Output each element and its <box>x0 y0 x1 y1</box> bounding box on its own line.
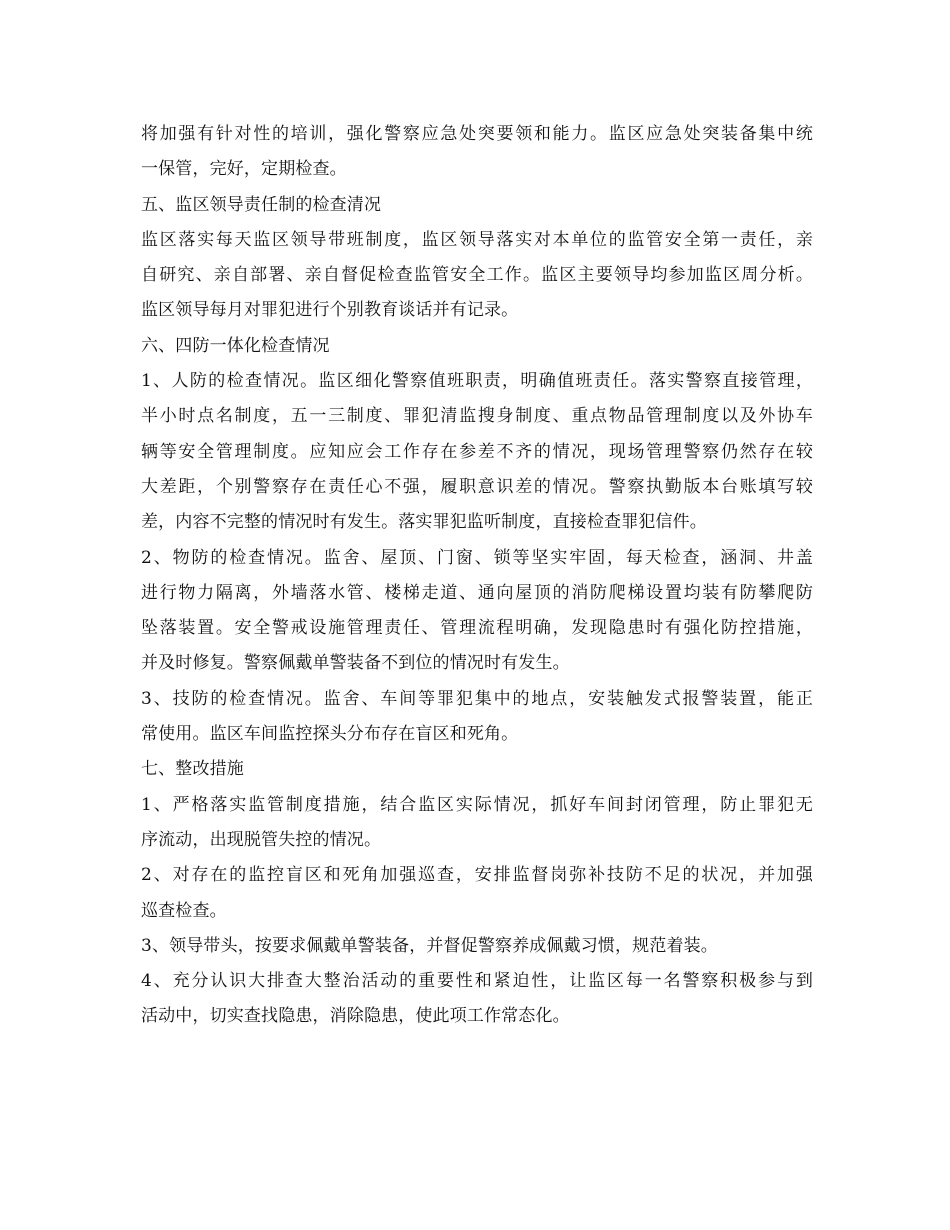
paragraph-line: 将加强有针对性的培训，强化警察应急处突要领和能力。监区应急处突装备集中统 <box>141 124 813 144</box>
section-heading: 六、四防一体化检查情况 <box>141 335 330 356</box>
paragraph-line: 3、领导带头，按要求佩戴单警装备，并督促警察养成佩戴习惯，规范着装。 <box>141 935 718 956</box>
paragraph-line: 4、充分认识大排查大整治活动的重要性和紧迫性，让监区每一名警察积极参与到 <box>141 971 813 992</box>
paragraph-line: 监区领导每月对罪犯进行个别教育谈话并有记录。 <box>141 300 519 321</box>
paragraph-line: 自研究、亲自部署、亲自督促检查监管安全工作。监区主要领导均参加监区周分析。 <box>141 265 813 286</box>
paragraph-line: 2、对存在的监控盲区和死角加强巡查，安排监督岗弥补技防不足的状况，并加强 <box>141 865 813 886</box>
paragraph-line: 并及时修复。警察佩戴单警装备不到位的情况时有发生。 <box>141 653 570 674</box>
paragraph-line: 进行物力隔离，外墙落水管、楼梯走道、通向屋顶的消防爬梯设置均装有防攀爬防 <box>141 582 813 603</box>
paragraph-line: 活动中，切实查找隐患，消除隐患，使此项工作常态化。 <box>141 1006 570 1027</box>
paragraph-line: 3、技防的检查情况。监舍、车间等罪犯集中的地点，安装触发式报警装置，能正 <box>141 688 813 709</box>
section-heading: 五、监区领导责任制的检查清况 <box>141 194 382 215</box>
paragraph-line: 差，内容不完整的情况时有发生。落实罪犯监听制度，直接检查罪犯信件。 <box>141 512 707 533</box>
document-body <box>141 117 813 1035</box>
paragraph-line: 坠落装置。安全警戒设施管理责任、管理流程明确，发现隐患时有强化防控措施， <box>141 618 813 639</box>
paragraph-line: 半小时点名制度，五一三制度、罪犯清监搜身制度、重点物品管理制度以及外协车 <box>141 406 813 427</box>
paragraph-line: 巡查检查。 <box>141 900 227 921</box>
paragraph-line: 1、严格落实监管制度措施，结合监区实际情况，抓好车间封闭管理，防止罪犯无 <box>141 794 813 815</box>
paragraph-line: 监区落实每天监区领导带班制度，监区领导落实对本单位的监管安全第一责任，亲 <box>141 229 813 250</box>
section-heading: 七、整改措施 <box>141 759 244 780</box>
paragraph-line: 辆等安全管理制度。应知应会工作存在参差不齐的情况，现场管理警察仍然存在较 <box>141 441 813 462</box>
paragraph-line: 2、物防的检查情况。监舍、屋顶、门窗、锁等坚实牢固，每天检查，涵洞、井盖 <box>141 547 813 568</box>
paragraph-line: 大差距，个别警察存在责任心不强，履职意识差的情况。警察执勤版本台账填写较 <box>141 476 813 497</box>
paragraph-line: 1、人防的检查情况。监区细化警察值班职责，明确值班责任。落实警察直接管理， <box>141 371 813 392</box>
paragraph-line: 常使用。监区车间监控探头分布存在盲区和死角。 <box>141 724 519 745</box>
paragraph-line: 序流动，出现脱管失控的情况。 <box>141 829 382 850</box>
paragraph-line: 一保管，完好，定期检查。 <box>141 159 347 180</box>
